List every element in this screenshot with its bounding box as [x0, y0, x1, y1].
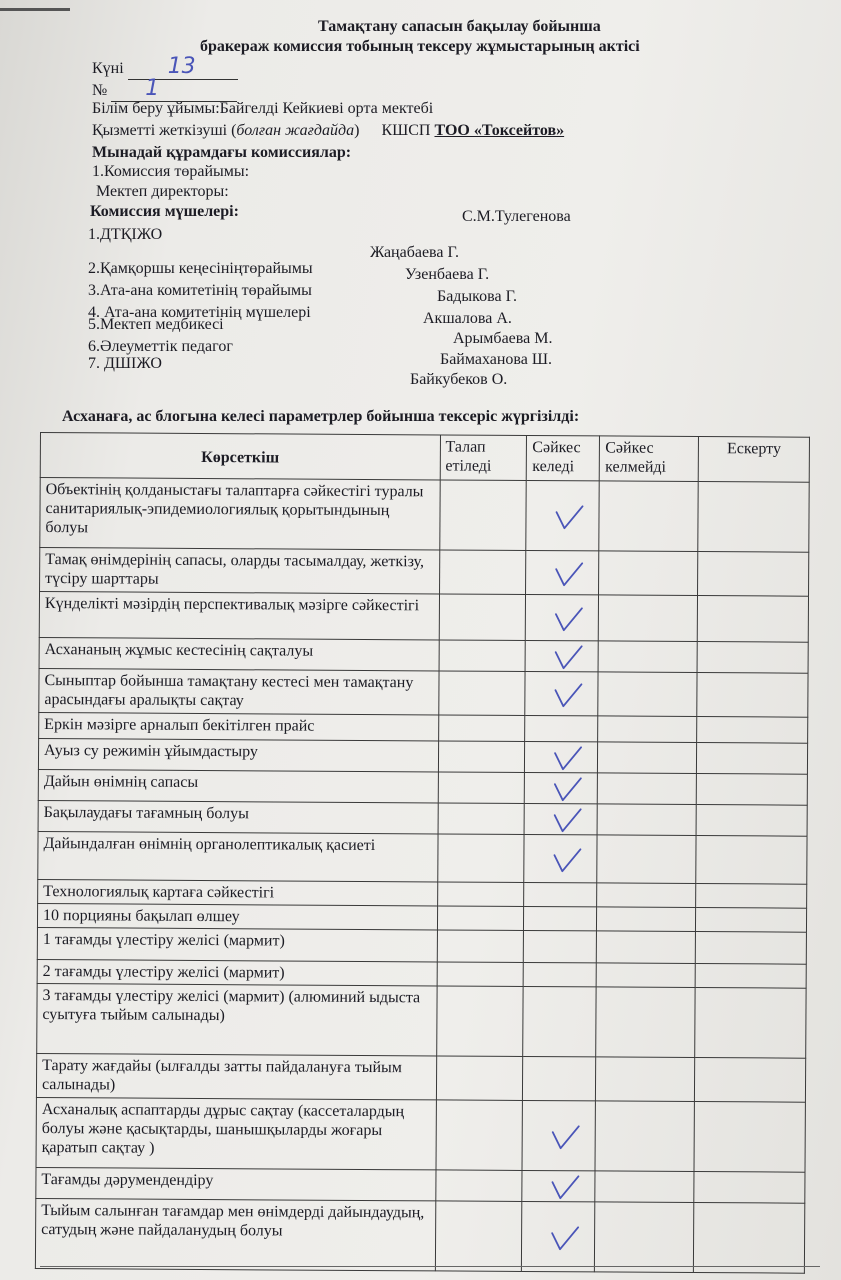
complies-cell	[524, 906, 597, 930]
complies-cell	[522, 1170, 595, 1201]
indicator-cell: Сыныптар бойынша тамақтану кестесі мен тамақтану арасындағы аралықты сақтау	[39, 668, 439, 714]
member-role-3: 3.Ата-ана комитетінің төрайымы	[88, 282, 312, 299]
checkmark-icon	[553, 643, 583, 669]
note-cell	[697, 596, 808, 643]
required-cell	[438, 741, 525, 773]
checkmark-icon	[552, 744, 582, 770]
header-note: Ескерту	[698, 437, 809, 483]
note-cell	[694, 1203, 805, 1274]
checkmark-icon	[554, 503, 584, 529]
note-cell	[696, 805, 807, 837]
note-cell	[698, 482, 809, 553]
indicator-cell: Тағамды дәрумендендіру	[36, 1167, 436, 1200]
complies-cell	[524, 803, 597, 834]
note-cell	[697, 717, 808, 744]
not-complies-cell	[598, 742, 697, 774]
complies-cell	[524, 962, 597, 986]
director-label: Мектеп директоры:	[96, 183, 229, 200]
checkmark-icon	[550, 1173, 580, 1199]
complies-cell	[525, 741, 598, 772]
title-line-1: Тамақтану сапасын бақылау бойынша	[318, 18, 601, 35]
member-role-2: 2.Қамқоршы кеңесініңтөрайымы	[88, 260, 313, 277]
header-not-complies: Сәйкес келмейді	[600, 436, 699, 482]
indicator-cell: Тамақ өнімдерінің сапасы, оларды тасымалдау, жеткізу, түсіру шарттары	[40, 548, 440, 594]
indicator-cell: 1 тағамды үлестіру желісі (мармит)	[37, 927, 437, 961]
member-name-2: Узенбаева Г.	[405, 266, 490, 283]
complies-cell	[525, 640, 598, 671]
required-cell	[437, 906, 524, 931]
not-complies-cell	[597, 835, 696, 884]
required-cell	[437, 882, 524, 907]
indicator-cell: Технологиялық картаға сәйкестігі	[38, 879, 438, 905]
required-cell	[435, 1201, 522, 1272]
note-cell	[696, 774, 807, 806]
note-cell	[694, 1172, 805, 1204]
required-cell	[438, 803, 525, 835]
indicator-cell: 10 порцияны бақылап өлшеу	[37, 903, 437, 929]
member-role-6: 6.Әлеуметтік педагог	[88, 338, 233, 355]
number-label: №	[92, 82, 108, 99]
checkmark-icon	[552, 846, 582, 872]
header-required: Талап етіледі	[440, 435, 527, 481]
bottom-edge	[40, 1266, 820, 1267]
checkmark-icon	[553, 681, 583, 707]
not-complies-cell	[598, 672, 697, 717]
required-cell	[436, 1100, 523, 1171]
complies-cell	[524, 882, 597, 906]
not-complies-cell	[598, 773, 697, 805]
table-row	[37, 983, 806, 1058]
indicator-cell: Тыйым салынған тағамдар мен өнімдерді дайындаудың, сатудың және пайдаланудың болуы	[35, 1198, 435, 1270]
required-cell	[439, 480, 526, 551]
indicator-cell: Бақылаудағы тағамның болуы	[38, 800, 438, 833]
required-cell	[435, 1170, 522, 1202]
not-complies-cell	[597, 883, 696, 908]
note-cell	[695, 932, 806, 965]
required-cell	[439, 640, 526, 672]
indicator-cell: 3 тағамды үлестіру желісі (мармит) (алюминий ыдыста суытуға тыйым салынады)	[37, 983, 437, 1055]
not-complies-cell	[597, 907, 696, 932]
required-cell	[438, 671, 525, 716]
required-cell	[438, 772, 525, 804]
checkmark-icon	[553, 560, 583, 586]
member-role-5: 5.Мектеп медбикесі	[88, 316, 224, 333]
complies-cell	[526, 594, 599, 640]
table-row	[36, 1053, 805, 1102]
note-cell	[698, 552, 809, 597]
indicator-cell: Ауыз су режимін ұйымдастыру	[38, 738, 438, 771]
required-cell	[437, 834, 524, 883]
indicator-cell: 2 тағамды үлестіру желісі (мармит)	[37, 959, 437, 985]
required-cell	[437, 962, 524, 987]
required-cell	[439, 594, 526, 641]
not-complies-cell	[598, 641, 697, 673]
inspection-table	[35, 432, 810, 1274]
composition-heading: Мынадай құрамдағы комиссиялар:	[92, 144, 352, 161]
note-cell	[697, 673, 808, 718]
checkmark-icon	[553, 605, 583, 631]
checkmark-icon	[552, 775, 582, 801]
not-complies-cell	[599, 551, 698, 596]
required-cell	[439, 550, 526, 595]
date-value: 13	[167, 54, 196, 79]
note-cell	[695, 988, 806, 1059]
table-row	[40, 548, 809, 597]
required-cell	[436, 1056, 523, 1101]
top-mark	[0, 8, 70, 11]
complies-cell	[526, 550, 599, 594]
table-row	[40, 478, 809, 553]
note-cell	[694, 1102, 805, 1173]
table-row	[38, 800, 807, 836]
complies-cell	[526, 480, 599, 550]
indicator-cell: Еркін мәзірге арналып бекітілген прайс	[39, 712, 439, 740]
not-complies-cell	[597, 804, 696, 836]
not-complies-cell	[595, 1101, 694, 1172]
member-name-4: Акшалова А.	[423, 310, 512, 327]
required-cell	[438, 715, 525, 742]
table-row	[38, 831, 807, 884]
table-row	[39, 668, 808, 717]
note-cell	[696, 908, 807, 933]
note-cell	[696, 884, 807, 909]
table-row	[38, 769, 807, 805]
member-role-1: 1.ДТҚІЖО	[88, 226, 163, 243]
member-role-7: 7. ДШІЖО	[88, 355, 162, 372]
table-body	[35, 478, 809, 1274]
table-row	[35, 1198, 804, 1273]
table-row	[36, 1097, 805, 1172]
complies-cell	[522, 1201, 595, 1271]
complies-cell	[522, 1100, 595, 1170]
complies-cell	[524, 930, 597, 962]
number-row	[92, 76, 237, 102]
not-complies-cell	[596, 1057, 695, 1102]
complies-cell	[525, 772, 598, 803]
note-cell	[695, 1058, 806, 1103]
table-row	[36, 1167, 805, 1203]
member-name-6: Баймаханова Ш.	[440, 351, 553, 368]
table-header-row	[40, 433, 809, 483]
supplier-line: Қызметті жеткізуші (болған жағдайда) КШСП ТОО «Токсейтов»	[92, 122, 565, 139]
indicator-cell: Күнделікті мәзірдің перспективалық мәзірге сәйкестігі	[39, 592, 439, 640]
table-row	[37, 927, 806, 964]
not-complies-cell	[599, 481, 698, 552]
indicator-cell: Асханалық аспаптарды дұрыс сақтау (кассеталардың болуы және қасықтарды, шанышқыларды жоғары қаратып сақтау )	[36, 1097, 436, 1169]
header-complies: Сәйкес келеді	[527, 435, 600, 480]
complies-cell	[525, 671, 598, 715]
member-name-1: Жаңабаева Г.	[370, 244, 459, 261]
indicator-cell: Дайын өнімнің сапасы	[38, 769, 438, 802]
members-heading: Комиссия мүшелері:	[90, 203, 239, 220]
not-complies-cell	[595, 1171, 694, 1203]
indicator-cell: Объектінің қолданыстағы талаптарға сәйкестігі туралы санитариялық-эпидемиологиялық қорытындының болуы	[40, 478, 440, 550]
not-complies-cell	[596, 963, 695, 988]
checkmark-icon	[549, 1224, 579, 1250]
checkmark-icon	[552, 806, 582, 832]
note-cell	[697, 743, 808, 775]
not-complies-cell	[595, 1202, 694, 1273]
checkmark-icon	[550, 1123, 580, 1149]
chair-label: 1.Комиссия төрайымы:	[92, 163, 250, 180]
director-name: С.М.Тулегенова	[462, 208, 571, 225]
table-row	[39, 637, 808, 673]
required-cell	[436, 986, 523, 1057]
indicator-cell: Тарату жағдайы (ылғалды затты пайдалануға тыйым салынады)	[36, 1053, 436, 1099]
note-cell	[697, 642, 808, 674]
member-name-3: Бадыкова Г.	[437, 288, 518, 305]
member-name-7: Байкубеков О.	[410, 371, 508, 388]
complies-cell	[523, 1056, 596, 1100]
date-label: Күні	[92, 60, 124, 77]
member-name-5: Арымбаева М.	[453, 330, 553, 347]
complies-cell	[525, 715, 598, 741]
required-cell	[437, 930, 524, 963]
table-intro: Асханаға, ас блогына келесі параметрлер бойынша тексеріс жүргізілді:	[62, 408, 580, 425]
note-cell	[695, 964, 806, 989]
complies-cell	[523, 986, 596, 1056]
title-line-2: бракераж комиссия тобының тексеру жұмыстарының актісі	[200, 38, 640, 55]
supplier-name: ТОО «Токсейтов»	[434, 122, 565, 139]
number-value: 1	[145, 76, 160, 101]
supplier-kshsp: КШСП	[381, 122, 431, 139]
header-indicator: Көрсеткіш	[40, 433, 440, 480]
not-complies-cell	[599, 595, 698, 642]
indicator-cell: Асхананың жұмыс кестесінің сақталуы	[39, 637, 439, 670]
complies-cell	[524, 834, 597, 882]
note-cell	[696, 836, 807, 885]
not-complies-cell	[597, 931, 696, 964]
not-complies-cell	[598, 716, 697, 743]
member-role-4: 4. Ата-ана комитетінің мүшелері	[88, 304, 311, 321]
not-complies-cell	[596, 987, 695, 1058]
table-row	[39, 592, 808, 643]
organization-line: Білім беру ұйымы:Байгелді Кейкиеві орта мектебі	[92, 100, 434, 117]
table-row	[38, 738, 807, 774]
indicator-cell: Дайындалған өнімнің органолептикалық қасиеті	[38, 831, 438, 881]
